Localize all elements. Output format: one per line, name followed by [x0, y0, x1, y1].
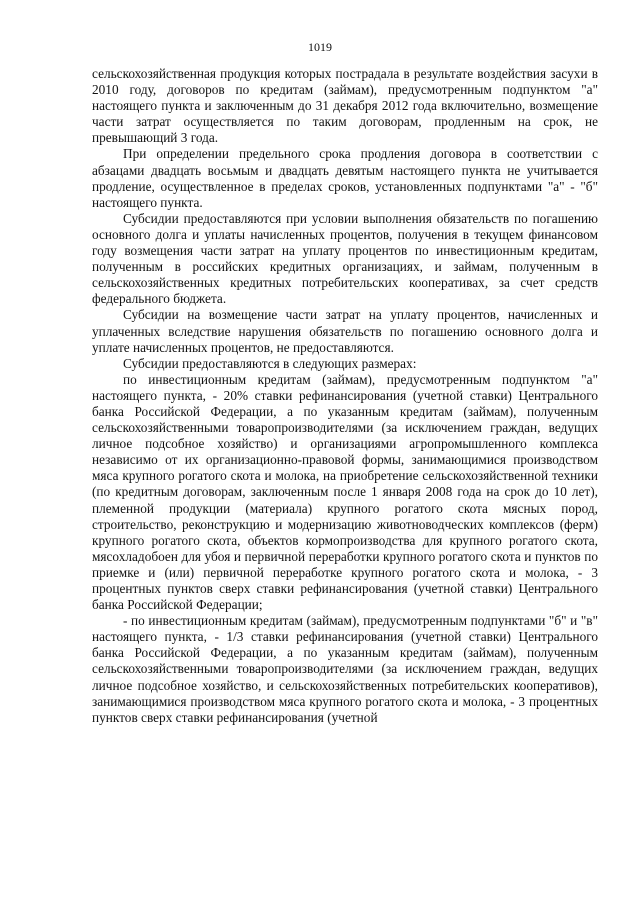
- paragraph-subsidy-amount-a: по инвестиционным кредитам (займам), предусмотренным подпунктом "а" настоящего пункта, - 20% ставки рефинансирования (учетной ставки) Центрального банка Российской Федерации, а по указанным кредитам (займам), полученным сельскохозяйственными товаропроизводителями (за исключением граждан, ведущих личное подсобное хозяйство) и организациями агропромышленного комплекса независимо от их организационно-правовой формы, занимающимися производством мяса крупного рогатого скота и молока, на приобретение сельскохозяйственной техники (по кредитным договорам, заключенным после 1 января 2008 года на срок до 10 лет), племенной продукции (материала) крупного рогатого скота мясных пород, строительство, реконструкцию и модернизацию животноводческих комплексов (ферм) крупного рогатого скота, объектов кормопроизводства для крупного рогатого скота, мясохладобоен для убоя и первичной переработки крупного рогатого скота и пунктов по приемке и (или) первичной переработке крупного рогатого скота и молока, - 3 процентных пунктов сверх ставки рефинансирования (учетной ставки) Центрального банка Российской Федерации;: [92, 371, 598, 613]
- paragraph-subsidy-exclusion: Субсидии на возмещение части затрат на уплату процентов, начисленных и уплаченных вследствие нарушения обязательств по погашению основного долга и уплате начисленных процентов, не предоставляются.: [92, 307, 598, 355]
- document-body: [92, 66, 598, 726]
- paragraph-continuation: сельскохозяйственная продукция которых пострадала в результате воздействия засухи в 2010 году, договоров по кредитам (займам), предусмотренным подпунктом "а" настоящего пункта и заключенным до 31 декабря 2012 года включительно, возмещение части затрат осуществляется по таким договорам, продленным на срок, не превышающий 3 года.: [92, 66, 598, 146]
- paragraph-subsidy-amounts-intro: Субсидии предоставляются в следующих размерах:: [123, 355, 417, 371]
- page-number: 1019: [308, 40, 332, 54]
- paragraph-subsidy-conditions: Субсидии предоставляются при условии выполнения обязательств по погашению основного долга и уплаты начисленных процентов, получения в текущем финансовом году возмещения части затрат на уплату процентов по инвестиционным кредитам, полученным в российских кредитных организациях, и займам, полученным в сельскохозяйственных кредитных потребительских кооперативах, за счет средств федерального бюджета.: [92, 210, 598, 307]
- paragraph-extension-term: При определении предельного срока продления договора в соответствии с абзацами двадцать восьмым и двадцать девятым настоящего пункта не учитывается продление, осуществленное в пределах сроков, установленных подпунктами "а" - "б" настоящего пункта.: [92, 146, 598, 210]
- paragraph-subsidy-amount-b-c: - по инвестиционным кредитам (займам), предусмотренным подпунктами "б" и "в" настоящего пункта, - 1/3 ставки рефинансирования (учетной ставки) Центрального банка Российской Федерации, а по указанным кредитам (займам), полученным сельскохозяйственными товаропроизводителями (за исключением граждан, ведущих личное подсобное хозяйство, и сельскохозяйственных потребительских кооперативов), занимающимися производством мяса крупного рогатого скота и молока, - 3 процентных пунктов сверх ставки рефинансирования (учетной: [92, 613, 598, 725]
